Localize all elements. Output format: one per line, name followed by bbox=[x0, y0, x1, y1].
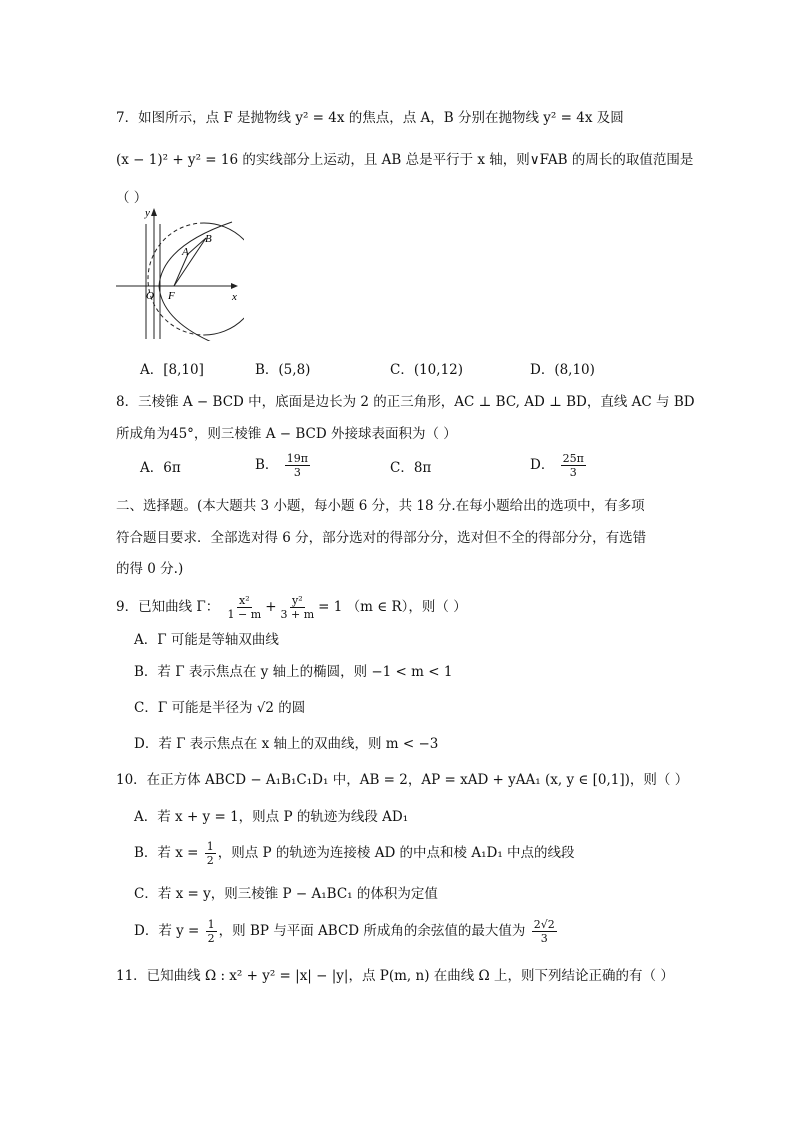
q10-option-a[interactable]: A．若 x + y = 1，则点 P 的轨迹为线段 AD₁ bbox=[134, 809, 409, 825]
q7-paren: （ ） bbox=[116, 190, 148, 206]
q9-option-d[interactable]: D．若 Γ 表示焦点在 x 轴上的双曲线，则 m < −3 bbox=[134, 736, 439, 752]
q10-option-d-fraction: $\frac{1}{2}$ bbox=[207, 918, 215, 945]
q7-line2: (x − 1)² + y² = 16 的实线部分上运动，且 AB 总是平行于 x 轴，则∨FAB 的周长的取值范围是 bbox=[116, 152, 694, 168]
y-axis-arrow bbox=[151, 208, 157, 216]
section2-line1: 二、选择题。(本大题共 3 小题，每小题 6 分，共 18 分.在每小题给出的选项中，有多项 bbox=[116, 498, 645, 514]
label-y: y bbox=[145, 207, 150, 219]
label-F: F bbox=[168, 290, 175, 302]
q7-option-d[interactable]: D．(8,10) bbox=[530, 362, 595, 378]
q8-option-b[interactable] bbox=[255, 452, 312, 479]
q7-figure bbox=[112, 206, 244, 341]
q8-line1: 8．三棱锥 A − BCD 中，底面是边长为 2 的正三角形，AC ⊥ BC, AD ⊥ BD，直线 AC 与 BD bbox=[116, 394, 695, 410]
q8-option-a[interactable]: A．6π bbox=[140, 460, 181, 476]
q8-option-b-fraction: $\frac{19\pi}{3}$ bbox=[286, 452, 308, 479]
segment-FA bbox=[174, 254, 188, 286]
q9-stem: 9．已知曲线 Γ： $\frac{\text{x²}}{1 - m}$ + $\frac{\text{y²}}{3 + m}$ = 1 （m ∈ R），则（ ） bbox=[116, 594, 467, 621]
label-A: A bbox=[182, 246, 189, 258]
q10-option-b[interactable]: B．若 x = $\frac{1}{2}$ ，则点 P 的轨迹为连接棱 AD 的中点和棱 A₁D₁ 中点的线段 bbox=[134, 840, 575, 867]
q8-option-c[interactable]: C．8π bbox=[390, 460, 432, 476]
q10-option-c[interactable]: C．若 x = y，则三棱锥 P − A₁BC₁ 的体积为定值 bbox=[134, 886, 438, 902]
circle-dashed-arc bbox=[148, 223, 204, 335]
q9-option-a[interactable]: A．Γ 可能是等轴双曲线 bbox=[134, 632, 279, 648]
parabola-curve bbox=[159, 222, 232, 341]
q8-line2: 所成角为45°，则三棱锥 A − BCD 外接球表面积为（ ） bbox=[116, 426, 457, 442]
q7-line1: 7．如图所示，点 F 是抛物线 y² = 4x 的焦点，点 A，B 分别在抛物线 y² = 4x 及圆 bbox=[116, 110, 624, 126]
label-B: B bbox=[205, 233, 212, 245]
label-O: O bbox=[146, 290, 154, 302]
q7-option-c[interactable]: C．(10,12) bbox=[390, 362, 464, 378]
q9-frac2: $\frac{\text{y²}}{3 + m}$ bbox=[280, 594, 315, 621]
q8-option-b-label: B． bbox=[255, 457, 279, 473]
q8-option-d[interactable] bbox=[530, 452, 588, 479]
section2-line3: 的得 0 分.) bbox=[116, 561, 184, 577]
label-x: x bbox=[232, 291, 237, 303]
q9-frac1: $\frac{\text{x²}}{1 - m}$ bbox=[227, 594, 262, 621]
q10-option-d[interactable]: D．若 y = $\frac{1}{2}$ ，则 BP 与平面 ABCD 所成角的余弦值的最大值为 $\frac{2√2}{3}$ bbox=[134, 918, 555, 945]
q7-option-a[interactable]: A．[8,10] bbox=[140, 362, 204, 378]
q11-stem: 11．已知曲线 Ω : x² + y² = |x| − |y|，点 P(m, n) 在曲线 Ω 上，则下列结论正确的有（ ） bbox=[116, 968, 674, 984]
q7-option-b[interactable]: B．(5,8) bbox=[255, 362, 311, 378]
q9-option-b[interactable]: B．若 Γ 表示焦点在 y 轴上的椭圆，则 −1 < m < 1 bbox=[134, 664, 453, 680]
q8-option-d-fraction: $\frac{25\pi}{3}$ bbox=[562, 452, 584, 479]
q8-option-d-label: D． bbox=[530, 457, 555, 473]
x-axis-arrow bbox=[231, 283, 238, 289]
q10-stem: 10．在正方体 ABCD − A₁B₁C₁D₁ 中，AB = 2，AP = xAD + yAA₁ (x, y ∈ [0,1])，则（ ） bbox=[116, 772, 689, 788]
q10-option-d-answer-fraction: $\frac{2√2}{3}$ bbox=[533, 918, 555, 945]
q9-option-c[interactable]: C．Γ 可能是半径为 √2 的圆 bbox=[134, 700, 306, 716]
q10-option-b-fraction: $\frac{1}{2}$ bbox=[206, 840, 214, 867]
segment-FB bbox=[174, 238, 206, 286]
section2-line2: 符合题目要求．全部选对得 6 分，部分选对的得部分分，选对但不全的得部分分，有选错 bbox=[116, 530, 647, 546]
